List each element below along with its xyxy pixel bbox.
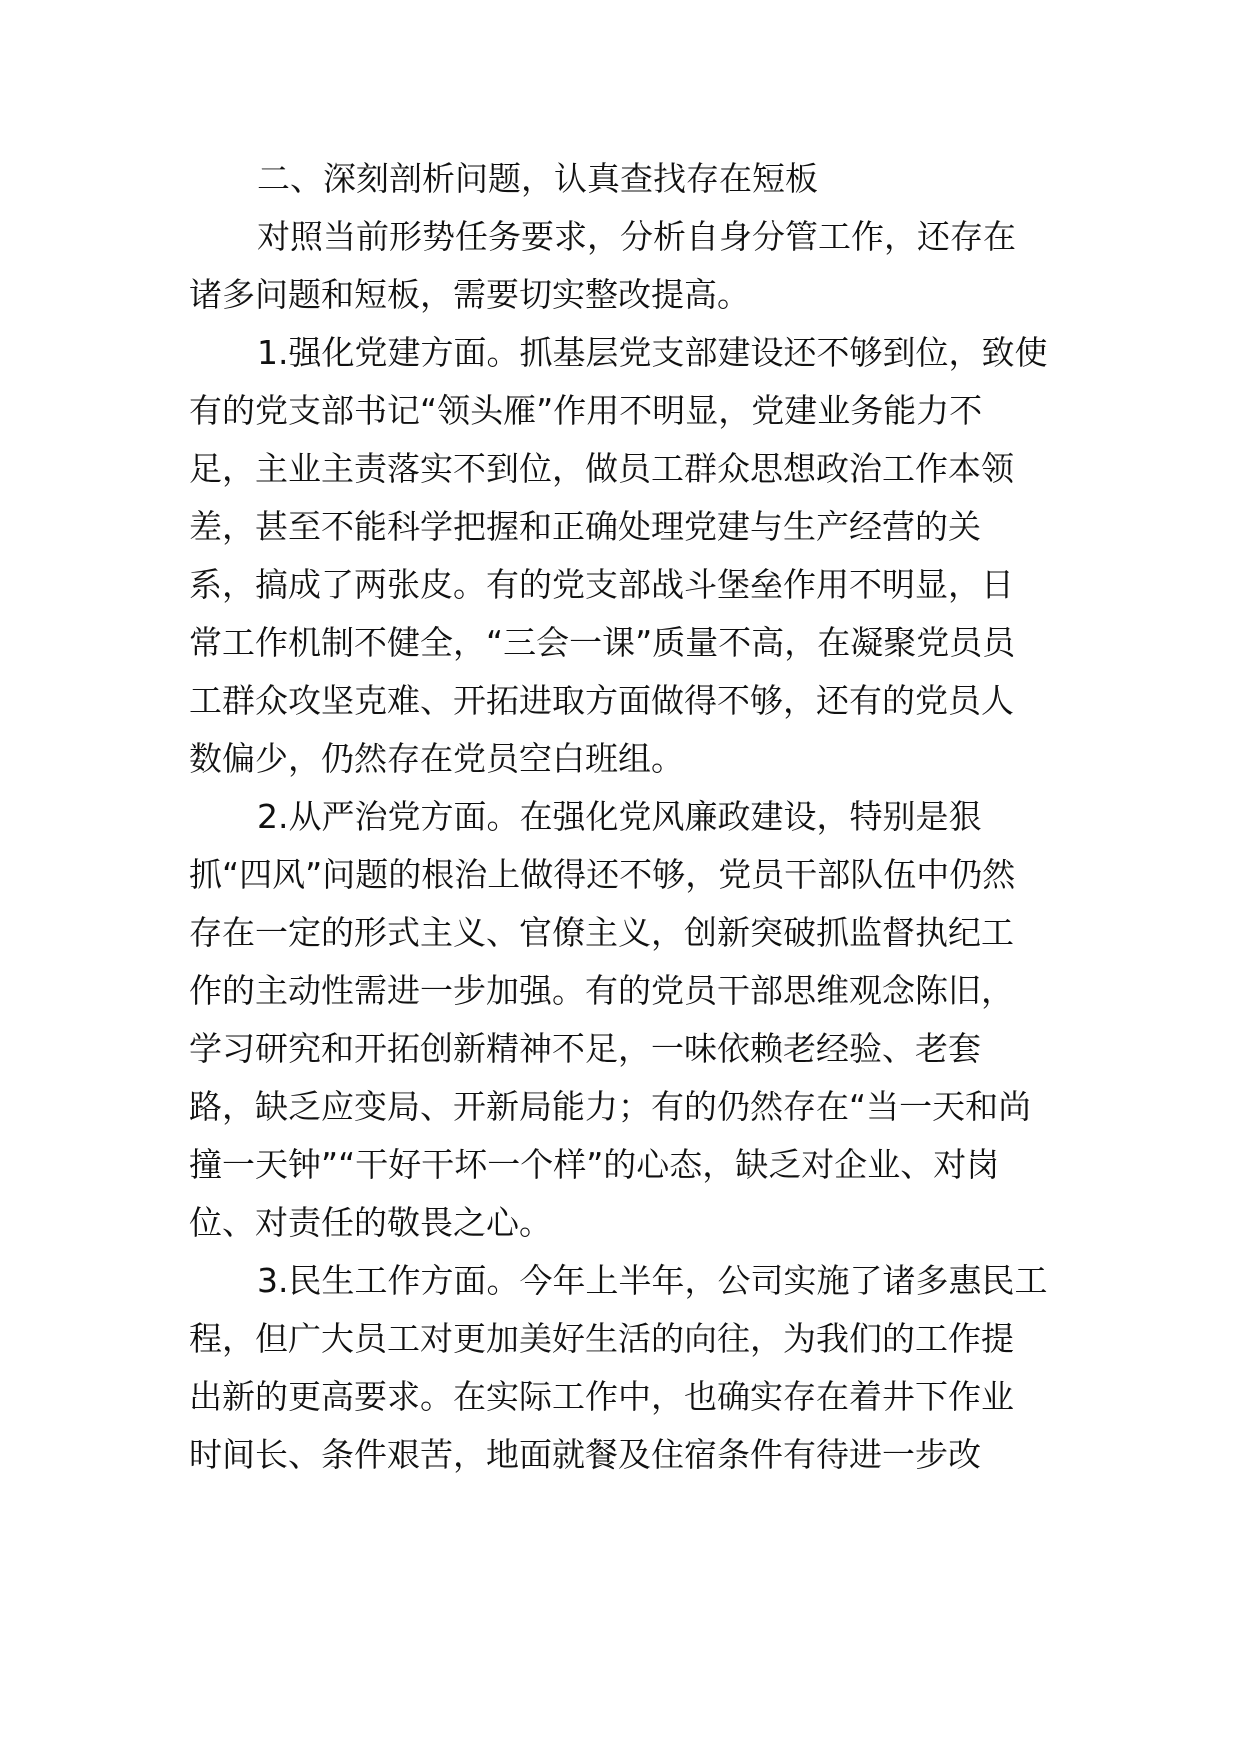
item-1-line: 系，搞成了两张皮。有的党支部战斗堡垒作用不明显，日 xyxy=(189,565,1014,604)
paragraph-line: 对照当前形势任务要求，分析自身分管工作，还存在 xyxy=(257,217,1016,256)
item-3-line: 程，但广大员工对更加美好生活的向往，为我们的工作提 xyxy=(189,1319,1014,1358)
item-3-line: 3.民生工作方面。今年上半年，公司实施了诸多惠民工 xyxy=(257,1261,1048,1300)
item-1-line: 差，甚至不能科学把握和正确处理党建与生产经营的关 xyxy=(189,507,981,546)
item-1-line: 有的党支部书记“领头雁”作用不明显，党建业务能力不 xyxy=(189,391,983,430)
item-1-line: 足，主业主责落实不到位，做员工群众思想政治工作本领 xyxy=(189,449,1014,488)
item-2-line: 抓“四风”问题的根治上做得还不够，党员干部队伍中仍然 xyxy=(189,855,1016,894)
item-3-line: 出新的更高要求。在实际工作中，也确实存在着井下作业 xyxy=(189,1377,1014,1416)
document-body xyxy=(189,150,1069,1484)
paragraph-line: 诸多问题和短板，需要切实整改提高。 xyxy=(189,275,750,314)
item-1-line: 1.强化党建方面。抓基层党支部建设还不够到位，致使 xyxy=(257,333,1048,372)
item-2-line: 位、对责任的敬畏之心。 xyxy=(189,1203,552,1242)
item-3-line: 时间长、条件艰苦，地面就餐及住宿条件有待进一步改 xyxy=(189,1435,981,1474)
item-2-line: 存在一定的形式主义、官僚主义，创新突破抓监督执纪工 xyxy=(189,913,1014,952)
item-1-line: 常工作机制不健全，“三会一课”质量不高，在凝聚党员员 xyxy=(189,623,1016,662)
item-2-line: 学习研究和开拓创新精神不足，一味依赖老经验、老套 xyxy=(189,1029,981,1068)
item-2-line: 撞一天钟”“干好干坏一个样”的心态，缺乏对企业、对岗 xyxy=(189,1145,1000,1184)
item-1-line: 数偏少，仍然存在党员空白班组。 xyxy=(189,739,684,778)
item-1-line: 工群众攻坚克难、开拓进取方面做得不够，还有的党员人 xyxy=(189,681,1014,720)
section-heading: 二、深刻剖析问题，认真查找存在短板 xyxy=(257,159,818,198)
item-2-line: 路，缺乏应变局、开新局能力；有的仍然存在“当一天和尚 xyxy=(189,1087,1032,1126)
item-2-line: 作的主动性需进一步加强。有的党员干部思维观念陈旧， xyxy=(189,971,1014,1010)
item-2-line: 2.从严治党方面。在强化党风廉政建设，特别是狠 xyxy=(257,797,982,836)
